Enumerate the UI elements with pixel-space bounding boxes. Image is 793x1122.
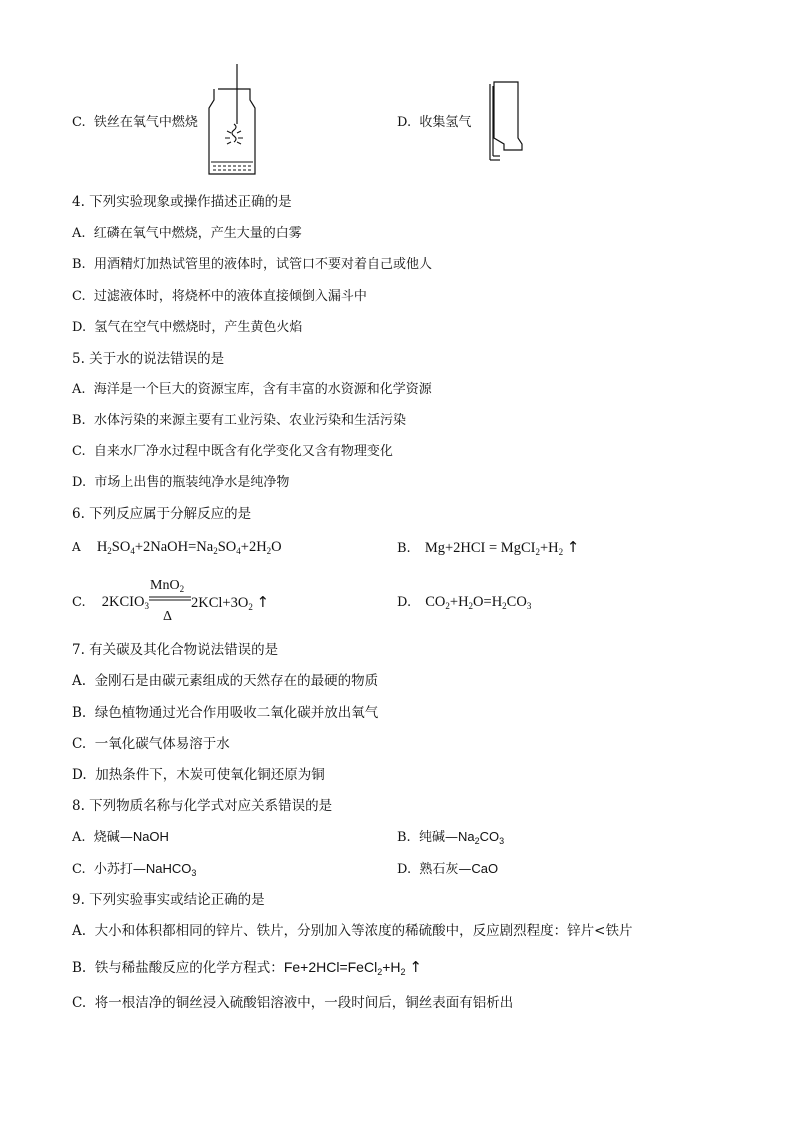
q8-option-d: D. 熟石灰—CaO	[397, 861, 499, 877]
q4-option-a: A. 红磷在氧气中燃烧，产生大量的白雾	[72, 226, 302, 241]
q6-option-d: D. $CO_2+H_2O=H_2CO_3$	[397, 594, 532, 611]
q5-option-c: C. 自来水厂净水过程中既含有化学变化又含有物理变化	[72, 444, 393, 459]
q4-stem: 4. 下列实验现象或操作描述正确的是	[72, 194, 292, 210]
q6-catalyst: MnO$_2$	[150, 578, 185, 594]
q6-option-c: C. $2KCIO_3$	[72, 594, 149, 611]
q9-equation-b: $Fe+2HCl=FeCl_2+H_2$ ↑	[283, 958, 422, 977]
q9-option-b: B. 铁与稀盐酸反应的化学方程式：$Fe+2HCl=FeCl_2+H_2$ ↑	[72, 958, 422, 977]
q6-heat-symbol: Δ	[163, 609, 173, 624]
q7-option-b: B. 绿色植物通过光合作用吸收二氧化碳并放出氧气	[72, 705, 379, 721]
q8-stem: 8. 下列物质名称与化学式对应关系错误的是	[72, 798, 333, 814]
q6-equation-d: $CO_2+H_2O=H_2CO_3$	[425, 594, 532, 611]
q4-option-d: D. 氢气在空气中燃烧时，产生黄色火焰	[72, 320, 303, 335]
q8-option-c: C. 小苏打—NaHCO$_3$	[72, 861, 197, 878]
q6-stem: 6. 下列反应属于分解反应的是	[72, 506, 252, 522]
q9-option-c: C. 将一根洁净的铜丝浸入硫酸铝溶液中，一段时间后，铜丝表面有铝析出	[72, 995, 514, 1011]
q6-option-a: A $H_2SO_4+2NaOH=Na_2SO_4+2H_2O$	[72, 539, 282, 556]
q3-option-d: D. 收集氢气	[397, 115, 472, 130]
q3-option-c: C. 铁丝在氧气中燃烧	[72, 115, 198, 130]
q8-option-a: A. 烧碱—NaOH	[72, 829, 169, 845]
q5-option-b: B. 水体污染的来源主要有工业污染、农业污染和生活污染	[72, 413, 406, 428]
q5-option-a: A. 海洋是一个巨大的资源宝库，含有丰富的水资源和化学资源	[72, 382, 432, 397]
hydrogen-collection-figure	[478, 80, 528, 170]
q6-double-line	[149, 596, 191, 602]
q6-equation-b: $Mg+2HCI = MgCI_2+H_2$ ↑	[424, 538, 580, 557]
q8-option-b: B. 纯碱$—Na_2CO_3$	[397, 829, 505, 846]
q7-option-a: A. 金刚石是由碳元素组成的天然存在的最硬的物质	[72, 673, 379, 689]
q5-stem: 5. 关于水的说法错误的是	[72, 351, 225, 367]
q5-option-d: D. 市场上出售的瓶装纯净水是纯净物	[72, 475, 290, 490]
q7-stem: 7. 有关碳及其化合物说法错误的是	[72, 642, 279, 658]
q4-option-b: B. 用酒精灯加热试管里的液体时，试管口不要对着自己或他人	[72, 257, 432, 272]
q6-equation-a: $H_2SO_4+2NaOH=Na_2SO_4+2H_2O$	[96, 539, 282, 556]
q4-option-c: C. 过滤液体时，将烧杯中的液体直接倾倒入漏斗中	[72, 289, 367, 304]
q9-stem: 9. 下列实验事实或结论正确的是	[72, 892, 265, 908]
iron-burning-flask-figure	[203, 64, 259, 180]
q6-equation-c-products: $2KCl+3O_2$ ↑	[191, 593, 270, 612]
q9-option-a: A. 大小和体积都相同的锌片、铁片，分别加入等浓度的稀硫酸中，反应剧烈程度：锌片<铁片	[72, 923, 633, 939]
q6-option-b: B. $Mg+2HCI = MgCI_2+H_2$ ↑	[397, 538, 580, 557]
q7-option-d: D. 加热条件下，木炭可使氧化铜还原为铜	[72, 767, 325, 783]
q7-option-c: C. 一氧化碳气体易溶于水	[72, 736, 230, 752]
